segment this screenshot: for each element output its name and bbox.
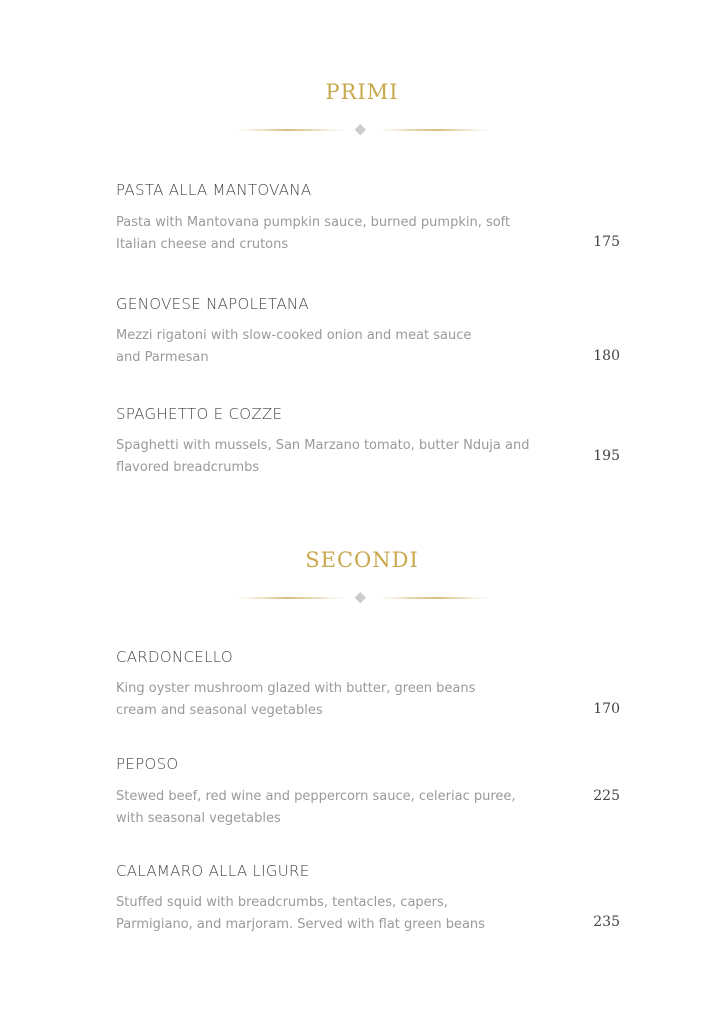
description-line: cream and seasonal vegetables (116, 703, 323, 718)
menu-item-description (116, 212, 566, 256)
menu-item-description (116, 678, 566, 722)
menu-item-name: SPAGHETTO E COZZE (116, 405, 283, 423)
section-title-primi: PRIMI (325, 80, 399, 104)
menu-item-price: 180 (593, 348, 620, 364)
divider-ornament-secondi (0, 592, 724, 604)
menu-item-name: CARDONCELLO (116, 648, 233, 666)
menu-item-price: 225 (593, 788, 620, 804)
description-line: Pasta with Mantovana pumpkin sauce, burned pumpkin, soft (116, 215, 511, 230)
description-line: Parmigiano, and marjoram. Served with flat green beans (116, 917, 485, 932)
menu-item-name: GENOVESE NAPOLETANA (116, 295, 309, 313)
menu-item-name: PEPOSO (116, 755, 179, 773)
menu-item-price: 235 (593, 914, 620, 930)
menu-item-description (116, 435, 566, 479)
description-line: with seasonal vegetables (116, 811, 281, 826)
menu-item-description (116, 325, 566, 369)
description-line: Spaghetti with mussels, San Marzano tomato, butter Nduja and (116, 438, 530, 453)
description-line: Stuffed squid with breadcrumbs, tentacles, capers, (116, 895, 448, 910)
description-line: King oyster mushroom glazed with butter, green beans (116, 681, 476, 696)
description-line: flavored breadcrumbs (116, 460, 260, 475)
divider-ornament-primi (0, 124, 724, 136)
menu-item-name: PASTA ALLA MANTOVANA (116, 181, 312, 199)
menu-item-name: CALAMARO ALLA LIGURE (116, 862, 310, 880)
section-title-secondi: SECONDI (305, 548, 419, 572)
description-line: Mezzi rigatoni with slow-cooked onion and meat sauce (116, 328, 472, 343)
description-line: and Parmesan (116, 350, 209, 365)
menu-item-price: 195 (593, 448, 620, 464)
description-line: Italian cheese and crutons (116, 237, 289, 252)
menu-item-price: 170 (593, 701, 620, 717)
menu-item-description (116, 786, 566, 830)
menu-item-description (116, 892, 566, 936)
menu-item-price: 175 (593, 234, 620, 250)
description-line: Stewed beef, red wine and peppercorn sauce, celeriac puree, (116, 789, 516, 804)
